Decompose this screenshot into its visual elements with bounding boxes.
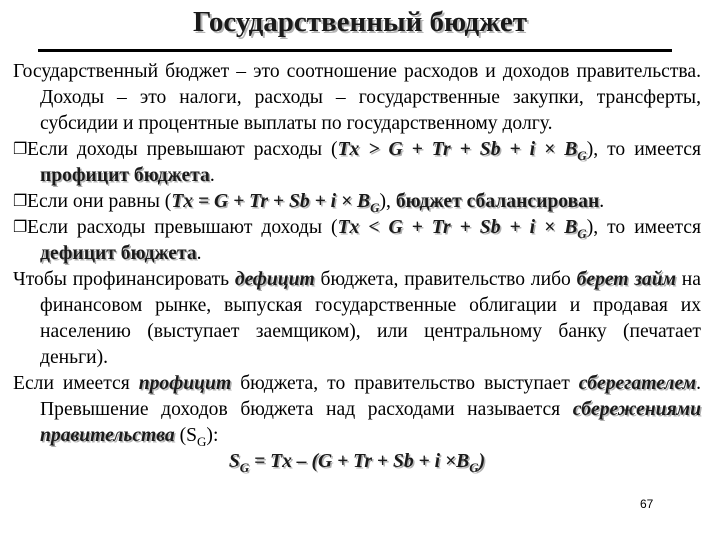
gov-savings-italic-term: сбережениями правительства <box>40 399 701 446</box>
bullet-balanced <box>13 189 701 215</box>
balanced-formula <box>171 191 380 215</box>
savings-formula <box>13 449 701 475</box>
bullet-deficit-pre: Если расходы превышают доходы ( <box>27 217 338 238</box>
bullet-deficit <box>13 215 701 267</box>
deficit-formula <box>337 217 587 241</box>
slide-title: Государственный бюджет <box>193 6 527 38</box>
saving-text-1: Если имеется <box>13 373 139 394</box>
financing-text-3: на финансовом рынке, выпуская государственные облигации и продавая их населению (выступает заемщиком), или центральному банку (печатает деньги). <box>40 269 701 368</box>
surplus-formula-sub: G <box>577 147 587 163</box>
saving-text-4: (S <box>174 425 198 446</box>
financing-text-1: Чтобы профинансировать <box>13 269 235 290</box>
surplus-formula-text: Tx > G + Tr + Sb + i × B <box>337 139 578 160</box>
bullet-surplus <box>13 137 701 189</box>
square-bullet-icon: ❐ <box>13 219 28 236</box>
square-bullet-icon: ❐ <box>13 193 28 210</box>
saving-paragraph <box>13 371 701 449</box>
bullet-deficit-mid: ), то имеется <box>586 217 701 238</box>
savings-formula-b-sub: G <box>469 459 479 475</box>
savings-formula-s-sub: G <box>239 459 250 475</box>
deficit-term: дефицит бюджета <box>40 243 197 264</box>
deficit-italic-term: дефицит <box>234 269 315 290</box>
saving-text-2: бюджета, то правительство выступает <box>231 373 579 394</box>
bullet-balanced-mid: ), <box>379 191 396 212</box>
bullet-balanced-pre: Если они равны ( <box>27 191 172 212</box>
saver-italic-term: сберегателем <box>578 373 697 394</box>
financing-text-2: бюджета, правительство либо <box>314 269 577 290</box>
title-underline <box>38 49 672 52</box>
balanced-formula-sub: G <box>370 199 380 215</box>
deficit-formula-text: Tx < G + Tr + Sb + i × B <box>337 217 578 238</box>
savings-formula-body: = Tx – (G + Tr + Sb + i ×B <box>249 451 470 472</box>
definition-paragraph <box>13 59 701 137</box>
savings-formula-s: S <box>228 451 240 472</box>
surplus-italic-term: профицит <box>138 373 232 394</box>
bullet-surplus-pre: Если доходы превышают расходы ( <box>27 139 338 160</box>
page-number: 67 <box>640 497 654 511</box>
balanced-formula-text: Tx = G + Tr + Sb + i × B <box>171 191 371 212</box>
definition-text: Государственный бюджет – это соотношение расходов и доходов правительства. Доходы – это налоги, расходы – государственные закупки, трансферты, субсидии и процентные выплаты по государственному долгу. <box>13 61 701 134</box>
square-bullet-icon: ❐ <box>13 141 28 158</box>
surplus-formula <box>337 139 587 163</box>
slide-body <box>13 59 701 475</box>
bullet-surplus-mid: ), то имеется <box>586 139 701 160</box>
saving-text-5: ): <box>206 425 219 446</box>
bullet-balanced-post: . <box>599 191 605 212</box>
saving-text-3: . Превышение доходов бюджета над расходами называется <box>40 373 702 420</box>
savings-formula-expr <box>228 451 486 475</box>
loan-italic-term: берет займ <box>576 269 677 290</box>
bullet-surplus-post: . <box>209 165 215 186</box>
surplus-term: профицит бюджета <box>40 165 210 186</box>
savings-formula-close: ) <box>478 451 486 472</box>
bullet-deficit-post: . <box>196 243 202 264</box>
saving-sub: G <box>197 433 207 449</box>
balanced-term: бюджет сбалансирован <box>395 191 600 212</box>
financing-paragraph <box>13 267 701 371</box>
deficit-formula-sub: G <box>577 225 587 241</box>
